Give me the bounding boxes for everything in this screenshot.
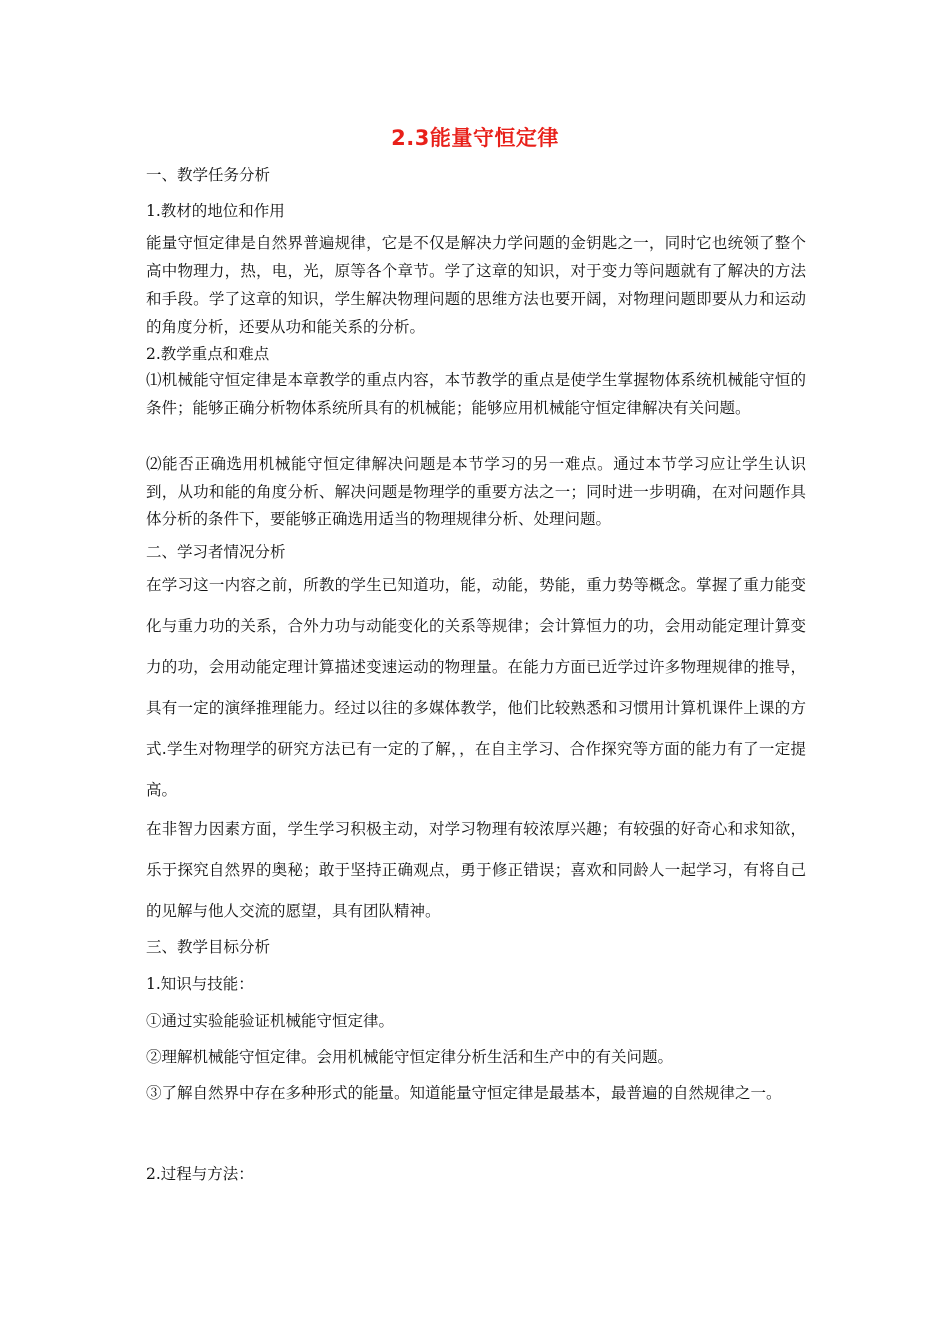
objective-item-3: ③了解自然界中存在多种形式的能量。知道能量守恒定律是最基本，最普遍的自然规律之一。 <box>146 1084 782 1102</box>
objective-item-2: ②理解机械能守恒定律。会用机械能守恒定律分析生活和生产中的有关问题。 <box>146 1048 674 1066</box>
subheading-knowledge-skills: 1.知识与技能： <box>146 975 254 993</box>
subheading-key-points: 2.教学重点和难点 <box>146 345 270 363</box>
paragraph-learner-knowledge: 在学习这一内容之前，所教的学生已知道功，能，动能，势能，重力势等概念。掌握了重力能变化与重力功的关系，合外力功与动能变化的关系等规律；会计算恒力的功，会用动能定理计算变力的功，会用动能定理计算描述变速运动的物理量。在能力方面已近学过许多物理规律的推导，具有一定的演绎推理能力。经过以往的多媒体教学，他们比较熟悉和习惯用计算机课件上课的方式.学生对物理学的研究方法已有一定的了解，，在自主学习、合作探究等方面的能力有了一定提高。 <box>146 576 806 799</box>
subheading-textbook-role: 1.教材的地位和作用 <box>146 202 285 220</box>
section-heading-objectives: 三、教学目标分析 <box>146 938 271 956</box>
paragraph-learner-attitude: 在非智力因素方面，学生学习积极主动，对学习物理有较浓厚兴趣；有较强的好奇心和求知欲，乐于探究自然界的奥秘；敢于坚持正确观点，勇于修正错误；喜欢和同龄人一起学习，有将自己的见解与他人交流的愿望，具有团队精神。 <box>146 820 806 920</box>
objective-item-1: ①通过实验能验证机械能守恒定律。 <box>146 1012 395 1030</box>
paragraph-textbook-role: 能量守恒定律是自然界普遍规律，它是不仅是解决力学问题的金钥匙之一，同时它也统领了整个高中物理力，热，电，光，原等各个章节。学了这章的知识，对于变力等问题就有了解决的方法和手段。学了这章的知识，学生解决物理问题的思维方法也要开阔，对物理问题即要从力和运动的角度分析，还要从功和能关系的分析。 <box>146 234 806 336</box>
document-title: 2.3能量守恒定律 <box>391 126 559 150</box>
subheading-process-method: 2.过程与方法： <box>146 1165 254 1183</box>
section-heading-learner-analysis: 二、学习者情况分析 <box>146 543 286 561</box>
paragraph-key-point-1: ⑴机械能守恒定律是本章教学的重点内容，本节教学的重点是使学生掌握物体系统机械能守恒的条件；能够正确分析物体系统所具有的机械能；能够应用机械能守恒定律解决有关问题。 <box>146 371 806 417</box>
section-heading-task-analysis: 一、教学任务分析 <box>146 166 271 184</box>
paragraph-key-point-2: ⑵能否正确选用机械能守恒定律解决问题是本节学习的另一难点。通过本节学习应让学生认识到，从功和能的角度分析、解决问题是物理学的重要方法之一；同时进一步明确，在对问题作具体分析的条件下，要能够正确选用适当的物理规律分析、处理问题。 <box>146 455 806 528</box>
